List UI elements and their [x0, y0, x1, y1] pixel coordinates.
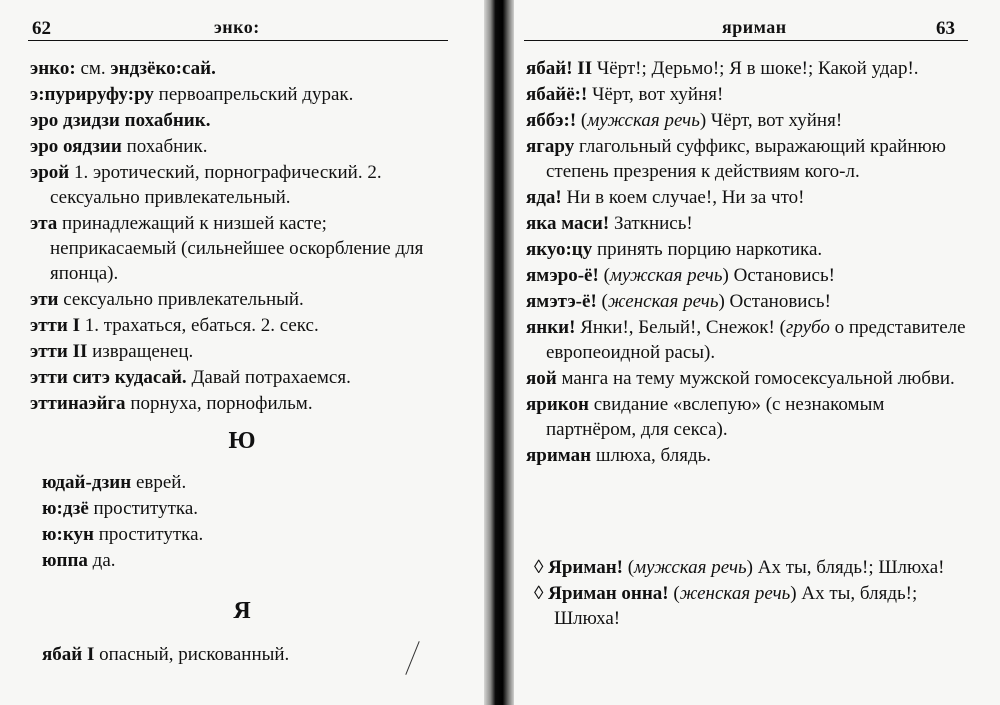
dictionary-entry: эти сексуально привлекательный.: [30, 289, 304, 310]
dictionary-entry: этти II извращенец.: [30, 341, 194, 362]
dictionary-entry: ябай! II Чёрт!; Дерьмо!; Я в шоке!; Какой удар!.: [526, 58, 919, 79]
right-page: [514, 0, 1000, 705]
dictionary-entry: ярикон свидание «вслепую» (с незнакомым партнёром, для секса).: [526, 394, 885, 440]
dictionary-entry: якуо:цу принять порцию наркотика.: [526, 239, 823, 260]
dictionary-entry: яббэ:! (мужская речь) Чёрт, вот хуйня!: [526, 110, 843, 131]
dictionary-sub-entry: ◊ Яриман онна! (женская речь) Ах ты, блядь!; Шлюха!: [534, 583, 918, 629]
dictionary-entry: энко: см. эндзёко:сай.: [30, 58, 216, 79]
dictionary-entry: яой манга на тему мужской гомосексуальной любви.: [526, 368, 955, 389]
dictionary-entry: эттинаэйга порнуха, порнофильм.: [30, 393, 313, 414]
dictionary-entry: ю:дзё проститутка.: [42, 498, 199, 519]
section-letter-yu: Ю: [228, 428, 256, 454]
dictionary-entry: янки! Янки!, Белый!, Снежок! (грубо о представителе европеоидной расы).: [526, 317, 966, 363]
book-gutter: [484, 0, 514, 705]
page-number: 62: [32, 18, 51, 39]
dictionary-entry: яда! Ни в коем случае!, Ни за что!: [526, 187, 805, 208]
dictionary-entry: этти I 1. трахаться, ебаться. 2. секс.: [30, 315, 319, 336]
section-letter-ya: Я: [233, 598, 251, 624]
dictionary-entry: эрой 1. эротический, порнографический. 2. сексуально привлекательный.: [30, 162, 382, 208]
header-rule: [28, 40, 448, 41]
dictionary-entry: ябайё:! Чёрт, вот хуйня!: [526, 84, 724, 105]
dictionary-entry: яка маси! Заткнись!: [526, 213, 693, 234]
ya-entries: [42, 642, 452, 668]
diamond-icon: ◊: [534, 583, 544, 604]
dictionary-entry: яриман шлюха, блядь.: [526, 445, 712, 466]
header-rule: [524, 40, 968, 41]
dictionary-entry: ямэтэ-ё! (женская речь) Остановись!: [526, 291, 831, 312]
yu-entries: [42, 470, 452, 574]
dictionary-entry: ю:кун проститутка.: [42, 524, 204, 545]
right-sub-entries: [534, 555, 966, 632]
dictionary-entry: этти ситэ кудасай. Давай потрахаемся.: [30, 367, 351, 388]
dictionary-entry: ягару глагольный суффикс, выражающий крайнюю степень презрения к действиям кого-л.: [526, 136, 946, 182]
right-entries: [526, 56, 966, 469]
dictionary-entry: ямэро-ё! (мужская речь) Остановись!: [526, 265, 835, 286]
running-head: энко:: [214, 17, 260, 37]
dictionary-entry: эро оядзии похабник.: [30, 136, 208, 157]
diamond-icon: ◊: [534, 557, 544, 578]
dictionary-entry: эро дзидзи похабник.: [30, 110, 211, 131]
left-page: [0, 0, 484, 705]
left-entries: [30, 56, 454, 417]
dictionary-entry: э:пурируфу:ру первоапрельский дурак.: [30, 84, 354, 105]
dictionary-sub-entry: ◊ Яриман! (мужская речь) Ах ты, блядь!; Шлюха!: [534, 557, 945, 578]
dictionary-entry: юдай-дзин еврей.: [42, 472, 187, 493]
dictionary-entry: ябай I опасный, рискованный.: [42, 644, 290, 665]
dictionary-entry: юппа да.: [42, 550, 116, 571]
dictionary-entry: эта принадлежащий к низшей касте; неприкасаемый (сильнейшее оскорбление для японца).: [30, 213, 424, 284]
page-number: 63: [936, 18, 955, 39]
running-head: яриман: [722, 17, 787, 37]
